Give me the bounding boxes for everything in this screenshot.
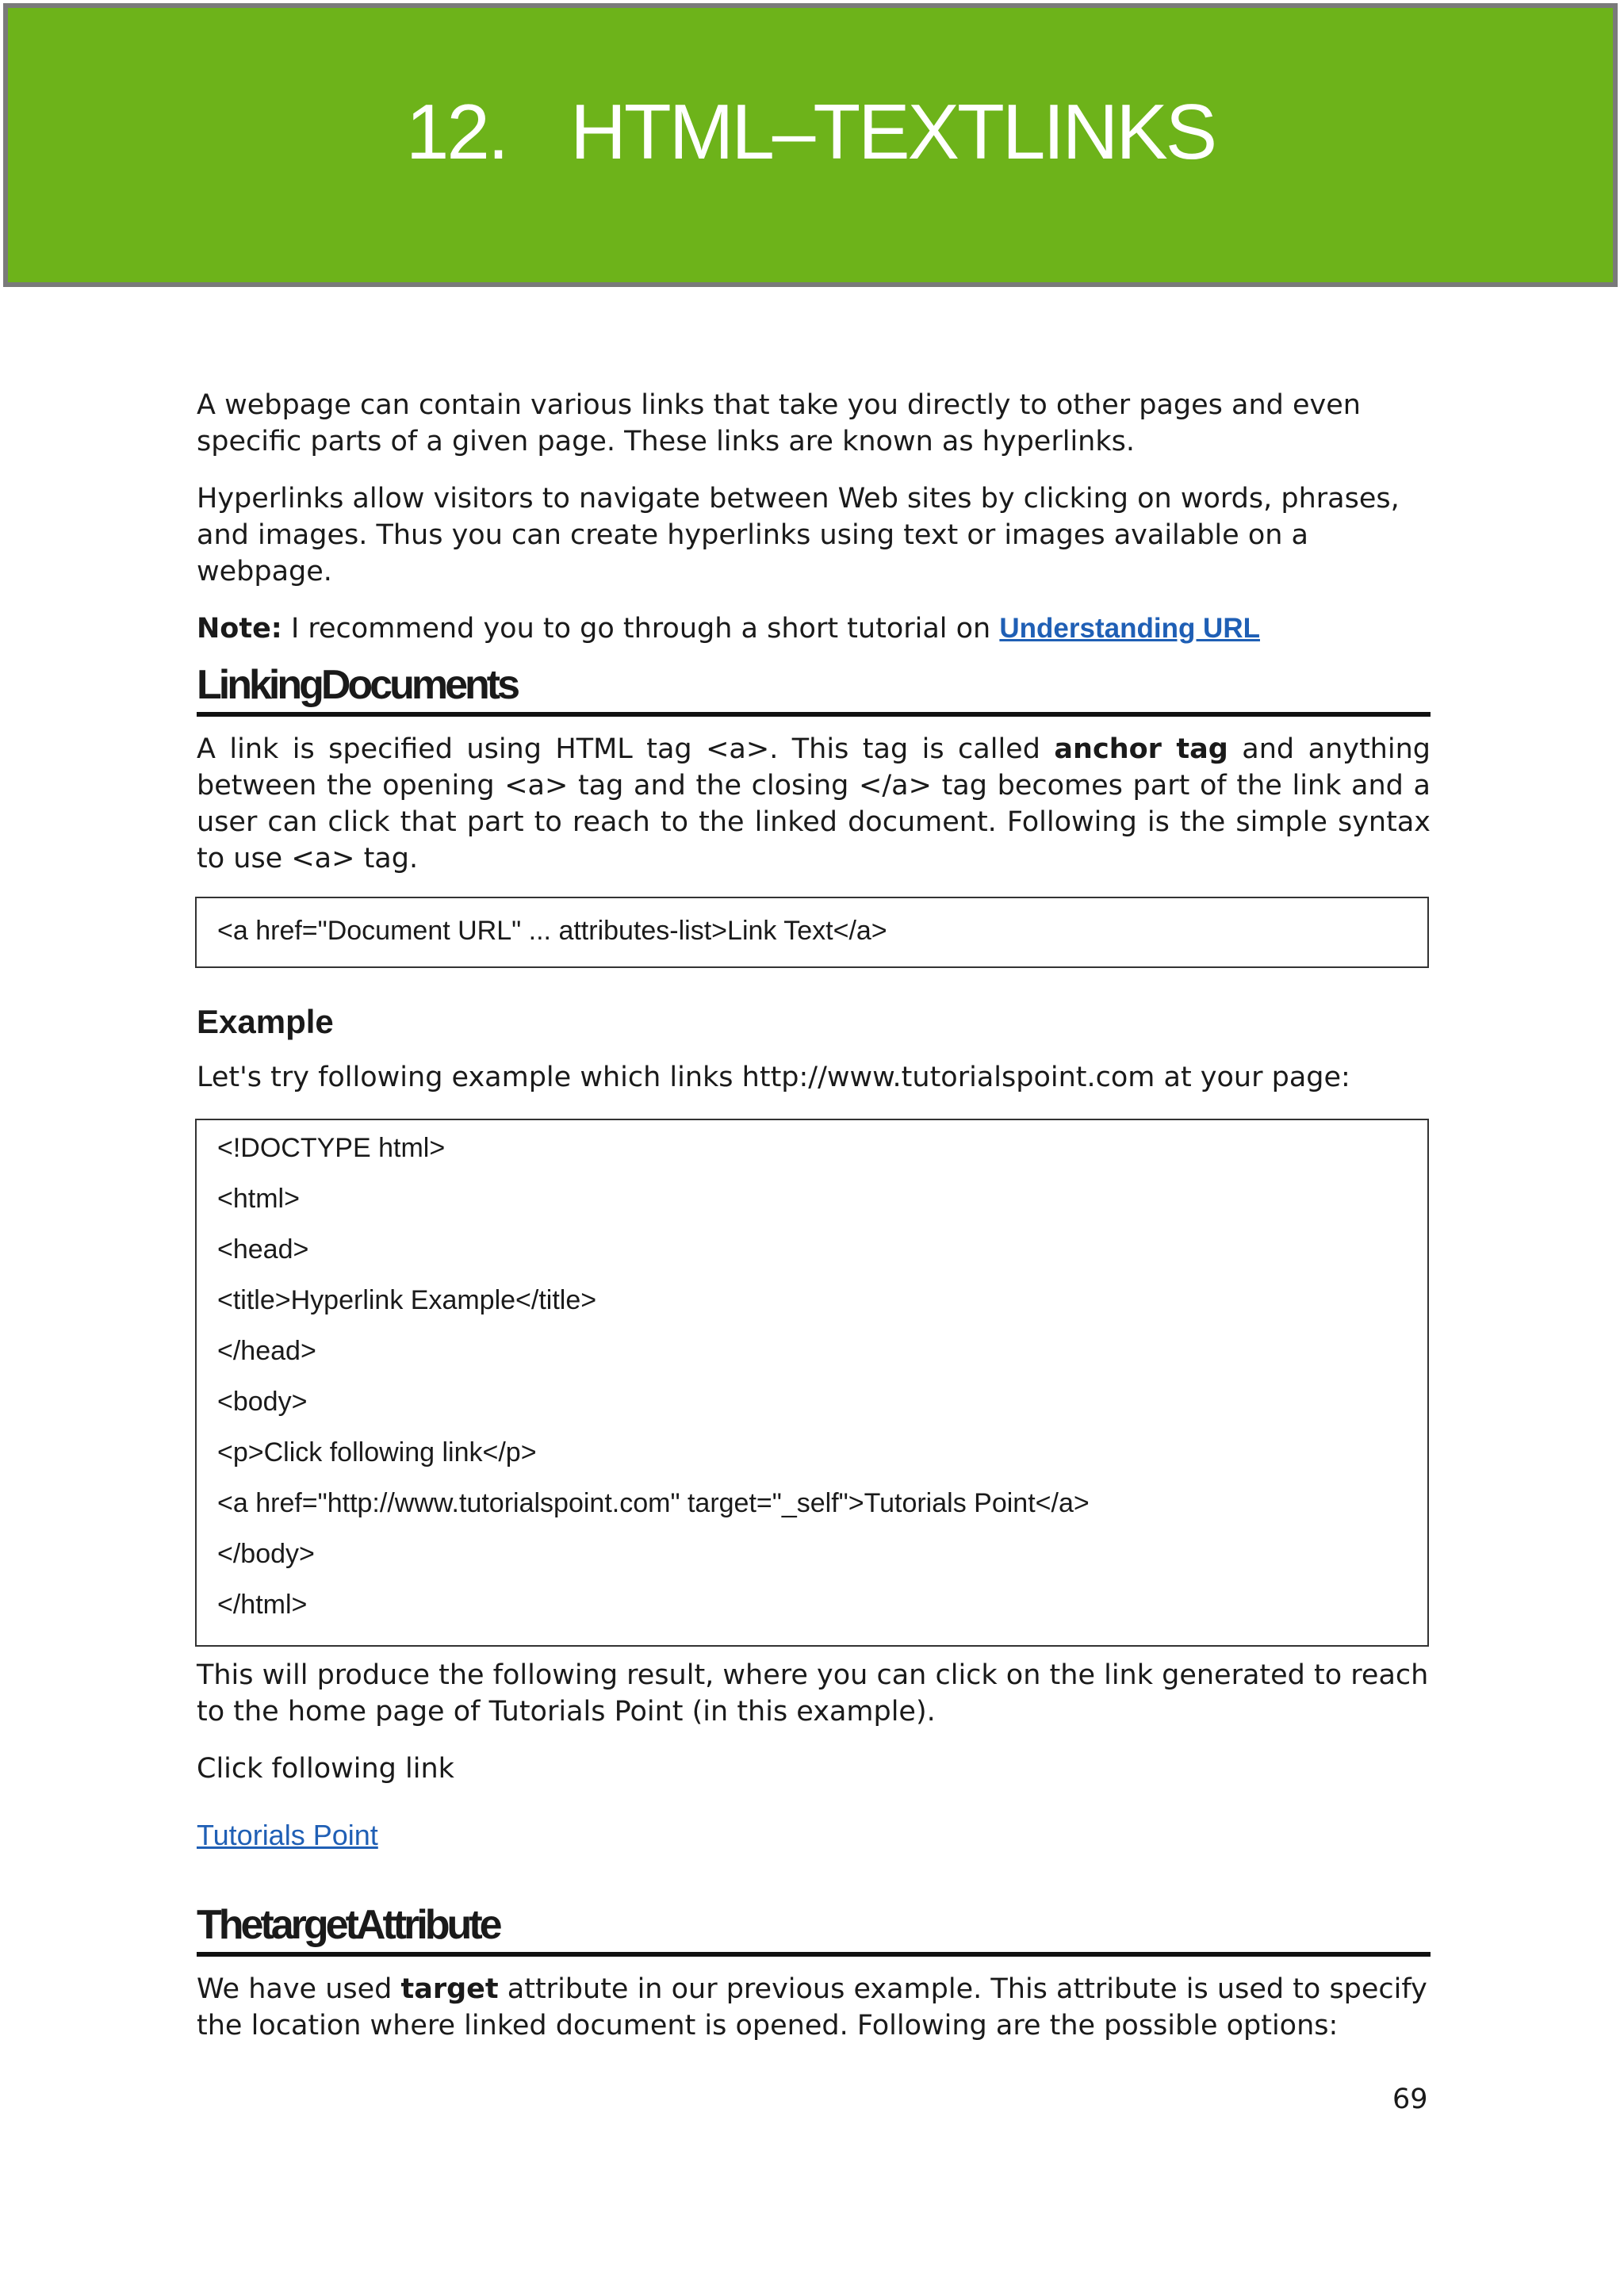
example-intro-block xyxy=(197,1059,1431,1096)
section-heading-linking-documents: LinkingDocuments xyxy=(197,661,1431,717)
chapter-banner xyxy=(3,3,1618,287)
section2-body xyxy=(197,1971,1431,2044)
example-code-box xyxy=(195,1119,1429,1647)
syntax-code-box xyxy=(195,897,1429,968)
code-line: <body> xyxy=(217,1387,308,1417)
anchor-tag-paragraph xyxy=(197,731,1431,877)
note-paragraph xyxy=(197,610,1431,647)
chapter-title-text: HTML–TEXTLINKS xyxy=(570,88,1216,175)
result-block xyxy=(197,1657,1431,1787)
anchor-tag-bold: anchor tag xyxy=(1054,733,1228,765)
target-paragraph xyxy=(197,1971,1431,2044)
section-heading-target-attribute: ThetargetAttribute xyxy=(197,1901,1431,1957)
section1-body xyxy=(197,731,1431,877)
chapter-number: 12. xyxy=(405,88,508,175)
intro-section xyxy=(197,387,1431,647)
code-line: <html> xyxy=(217,1184,300,1214)
note-text: I recommend you to go through a short tutorial on xyxy=(282,613,1000,645)
code-line: </head> xyxy=(217,1336,316,1366)
syntax-line: <a href="Document URL" ... attributes-list>Link Text</a> xyxy=(217,916,887,946)
click-following-text: Click following link xyxy=(197,1753,454,1785)
tutorials-point-link[interactable]: Tutorials Point xyxy=(197,1819,378,1851)
note-label: Note: xyxy=(197,613,282,645)
anchor-text-1: A link is specified using HTML tag <a>. This tag is called xyxy=(197,733,1055,765)
example-intro: Let's try following example which links http://www.tutorialspoint.com at your page: xyxy=(197,1062,1350,1093)
intro-paragraph-2: Hyperlinks allow visitors to navigate between Web sites by clicking on words, phrases, and images. Thus you can create hyperlinks using text or images available on a webpage. xyxy=(197,483,1400,587)
target-bold: target xyxy=(400,1973,499,2005)
code-line: </body> xyxy=(217,1539,315,1569)
code-line: </html> xyxy=(217,1590,308,1620)
anchor-text-2: and anything between the opening <a> tag and the closing </a> tag becomes part of the link and a user can click that part to reach to the linked document. Following is the simple syntax to use <a> tag. xyxy=(197,733,1431,874)
page-number: 69 xyxy=(1392,2084,1428,2115)
code-line: <head> xyxy=(217,1234,309,1265)
target-text-2: attribute in our previous example. This attribute is used to specify the location where linked document is opened. Following are the possible options: xyxy=(197,1973,1427,2042)
code-line: <!DOCTYPE html> xyxy=(217,1133,446,1163)
understanding-url-link[interactable]: Understanding URL xyxy=(999,613,1260,644)
chapter-title xyxy=(8,87,1613,177)
code-line: <a href="http://www.tutorialspoint.com" target="_self">Tutorials Point</a> xyxy=(217,1488,1090,1518)
example-heading: Example xyxy=(197,1003,334,1040)
intro-paragraph-1: A webpage can contain various links that take you directly to other pages and even specific parts of a given page. These links are known as hyperlinks. xyxy=(197,389,1361,457)
result-paragraph: This will produce the following result, where you can click on the link generated to reach to the home page of Tutorials Point (in this example). xyxy=(197,1659,1429,1728)
target-text-1: We have used xyxy=(197,1973,401,2005)
code-line: <p>Click following link</p> xyxy=(217,1437,537,1468)
code-line: <title>Hyperlink Example</title> xyxy=(217,1285,597,1315)
